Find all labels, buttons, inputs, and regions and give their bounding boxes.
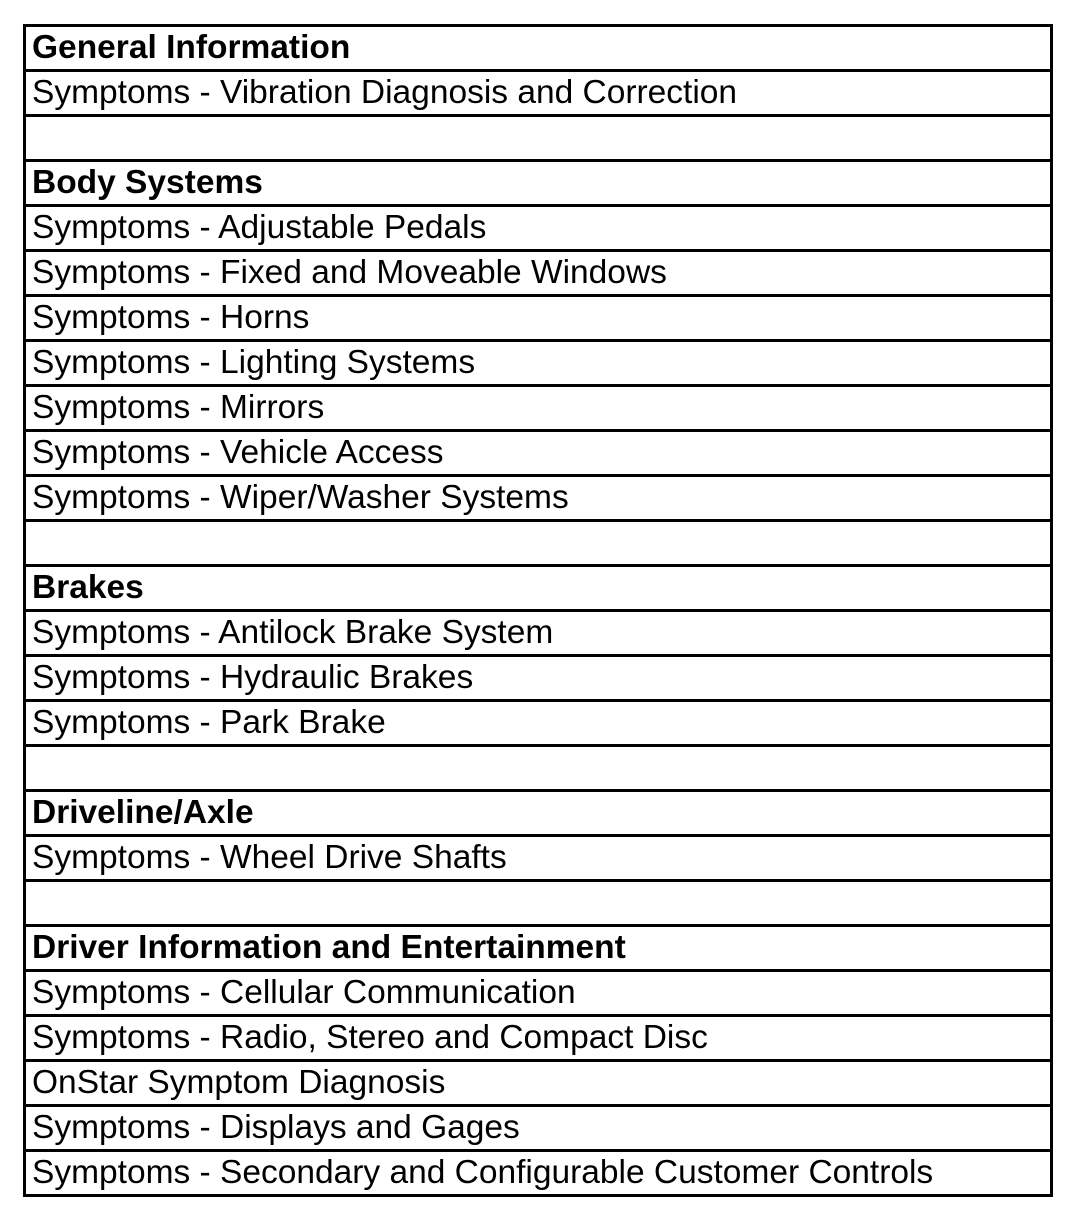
table-row-secondary-configurable-controls: Symptoms - Secondary and Configurable Customer Controls [32,1154,934,1191]
table-row-displays-and-gages: Symptoms - Displays and Gages [26,1107,1050,1152]
section-header-body-systems: Body Systems [26,162,1050,207]
table-row-antilock-brake-system: Symptoms - Antilock Brake System [26,612,1050,657]
table-row-hydraulic-brakes: Symptoms - Hydraulic Brakes [26,657,1050,702]
table-row-cellular-communication: Symptoms - Cellular Communication [26,972,1050,1017]
section-header-brakes: Brakes [26,567,1050,612]
table-row-radio-stereo-compact-disc: Symptoms - Radio, Stereo and Compact Disc [26,1017,1050,1062]
table-row-mirrors: Symptoms - Mirrors [26,387,1050,432]
blank-row [26,522,1050,567]
section-header-driveline-axle: Driveline/Axle [26,792,1050,837]
section-header-driver-information-entertainment: Driver Information and Entertainment [26,927,1050,972]
blank-row [26,882,1050,927]
symptoms-index-table [23,24,1053,1197]
table-row-wiper-washer-systems: Symptoms - Wiper/Washer Systems [26,477,1050,522]
section-header-general-information: General Information [26,27,1050,72]
blank-row [26,747,1050,792]
table-row-adjustable-pedals: Symptoms - Adjustable Pedals [26,207,1050,252]
table-row-vibration-diagnosis: Symptoms - Vibration Diagnosis and Correction [26,72,1050,117]
table-row-lighting-systems: Symptoms - Lighting Systems [26,342,1050,387]
table-row-onstar-symptom-diagnosis: OnStar Symptom Diagnosis [26,1062,1050,1107]
table-row-wheel-drive-shafts: Symptoms - Wheel Drive Shafts [26,837,1050,882]
table-row-fixed-moveable-windows: Symptoms - Fixed and Moveable Windows [26,252,1050,297]
table-row-park-brake: Symptoms - Park Brake [26,702,1050,747]
table-row-horns: Symptoms - Horns [26,297,1050,342]
blank-row [26,117,1050,162]
table-row-vehicle-access: Symptoms - Vehicle Access [26,432,1050,477]
